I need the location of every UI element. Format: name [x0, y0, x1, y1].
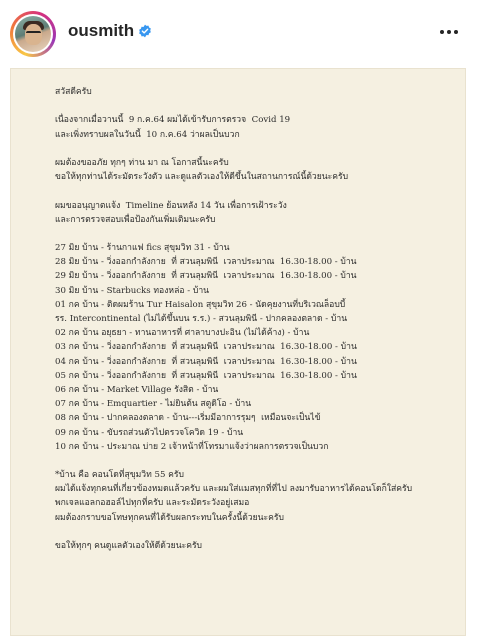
paragraph-gap: [55, 525, 455, 539]
post-text-line: 27 มิย บ้าน - ร้านกาแฟ fics สุขุมวิท 31 - บ้าน: [55, 243, 230, 254]
paragraph-gap: [55, 184, 455, 198]
paragraph-gap: [55, 227, 455, 241]
paragraph-gap: [55, 99, 455, 113]
verified-badge-icon: [138, 24, 152, 38]
post-text-line: 02 กค บ้าน อยุธยา - ทานอาหารที่ ศาลาบางปะอิน (ไม่ได้ค้าง) - บ้าน: [55, 328, 310, 339]
post-text-line: ผมขออนุญาตแจ้ง Timeline ย้อนหลัง 14 วัน เพื่อการเฝ้าระวัง: [55, 200, 287, 211]
post-text: [55, 85, 455, 553]
username[interactable]: ousmith: [68, 21, 135, 40]
post-text-line: สวัสดีครับ: [55, 87, 92, 97]
post-header: [0, 0, 477, 68]
post-text-line: 07 กค บ้าน - Emquartier - ไม่ยินต้น สตูดิโอ - บ้าน: [55, 399, 252, 410]
post-text-line: 01 กค บ้าน - ติดผมร้าน Tur Haisalon สุขุมวิท 26 - นัดคุยงานที่บริเวณล็อบบี้: [55, 299, 346, 310]
post-text-line: รร. Intercontinental (ไม่ได้ขึ้นบน ร.ร.) - สวนลุมพินี - ปากคลองตลาด - บ้าน: [55, 314, 348, 324]
post-text-line: 08 กค บ้าน - ปากคลองตลาด - บ้าน---เริ่มมีอาการรุมๆ เหมือนจะเป็นไข้: [55, 413, 321, 424]
post-text-line: 28 มิย บ้าน - วิ่งออกกำลังกาย ที่ สวนลุมพินี เวลาประมาณ 16.30-18.00 - บ้าน: [55, 257, 357, 268]
post-text-line: เนื่องจากเมื่อวานนี้ 9 ก.ค.64 ผมได้เข้ารับการตรวจ Covid 19: [55, 115, 291, 126]
paragraph-gap: [55, 454, 455, 468]
post-text-line: 04 กค บ้าน - วิ่งออกกำลังกาย ที่ สวนลุมพินี เวลาประมาณ 16.30-18.00 - บ้าน: [55, 356, 357, 367]
more-options-icon[interactable]: [435, 18, 463, 46]
post-text-line: และเพิ่งทราบผลในวันนี้ 10 ก.ค.64 ว่าผลเป็นบวก: [55, 129, 240, 140]
post-text-line: *บ้าน คือ คอนโดที่สุขุมวิท 55 ครับ: [55, 470, 184, 481]
post-text-line: ขอให้ทุกท่านได้ระมัดระวังตัว และดูแลตัวเองให้ดีขึ้นในสถานการณ์นี้ด้วยนะครับ: [55, 172, 349, 183]
post-text-line: 30 มิย บ้าน - Starbucks ทองหล่อ - บ้าน: [55, 285, 210, 296]
post-text-line: ขอให้ทุกๆ คนดูแลตัวเองให้ดีด้วยนะครับ: [55, 541, 203, 551]
post-text-line: 03 กค บ้าน - วิ่งออกกำลังกาย ที่ สวนลุมพินี เวลาประมาณ 16.30-18.00 - บ้าน: [55, 342, 357, 353]
post-image: [10, 68, 466, 636]
avatar[interactable]: [10, 11, 56, 57]
post-text-line: 29 มิย บ้าน - วิ่งออกกำลังกาย ที่ สวนลุมพินี เวลาประมาณ 16.30-18.00 - บ้าน: [55, 271, 357, 282]
post-text-line: 05 กค บ้าน - วิ่งออกกำลังกาย ที่ สวนลุมพินี เวลาประมาณ 16.30-18.00 - บ้าน: [55, 370, 357, 381]
post-text-line: 06 กค บ้าน - Market Village รังสิต - บ้าน: [55, 384, 219, 395]
post-text-line: 09 กค บ้าน - ขับรถส่วนตัวไปตรวจโควิด 19 - บ้าน: [55, 427, 244, 438]
post-text-line: ผมต้องขออภัย ทุกๆ ท่าน มา ณ โอกาสนี้นะครับ: [55, 157, 229, 168]
post-text-line: ผมต้องกราบขอโทษทุกคนที่ได้รับผลกระทบในครั้งนี้ด้วยนะครับ: [55, 512, 284, 523]
post-text-line: พกเจลแอลกอฮอล์ไปทุกที่ครับ และระมัดระวังอยู่เสมอ: [55, 498, 250, 509]
post-text-line: ผมได้แจ้งทุกคนที่เกี่ยวข้องหมดแล้วครับ และผมใส่แมสทุกที่ที่ไป ลงมารับอาหารได้คอนโดก็ใส่ครับ: [55, 484, 413, 495]
paragraph-gap: [55, 142, 455, 156]
post-text-line: 10 กค บ้าน - ประมาณ บ่าย 2 เจ้าหน้าที่โทรมาแจ้งว่าผลการตรวจเป็นบวก: [55, 441, 329, 452]
profile-photo: [15, 16, 51, 52]
post-text-line: และการตรวจสอบเพื่อป้องกันเพิ่มเติมนะครับ: [55, 214, 216, 225]
